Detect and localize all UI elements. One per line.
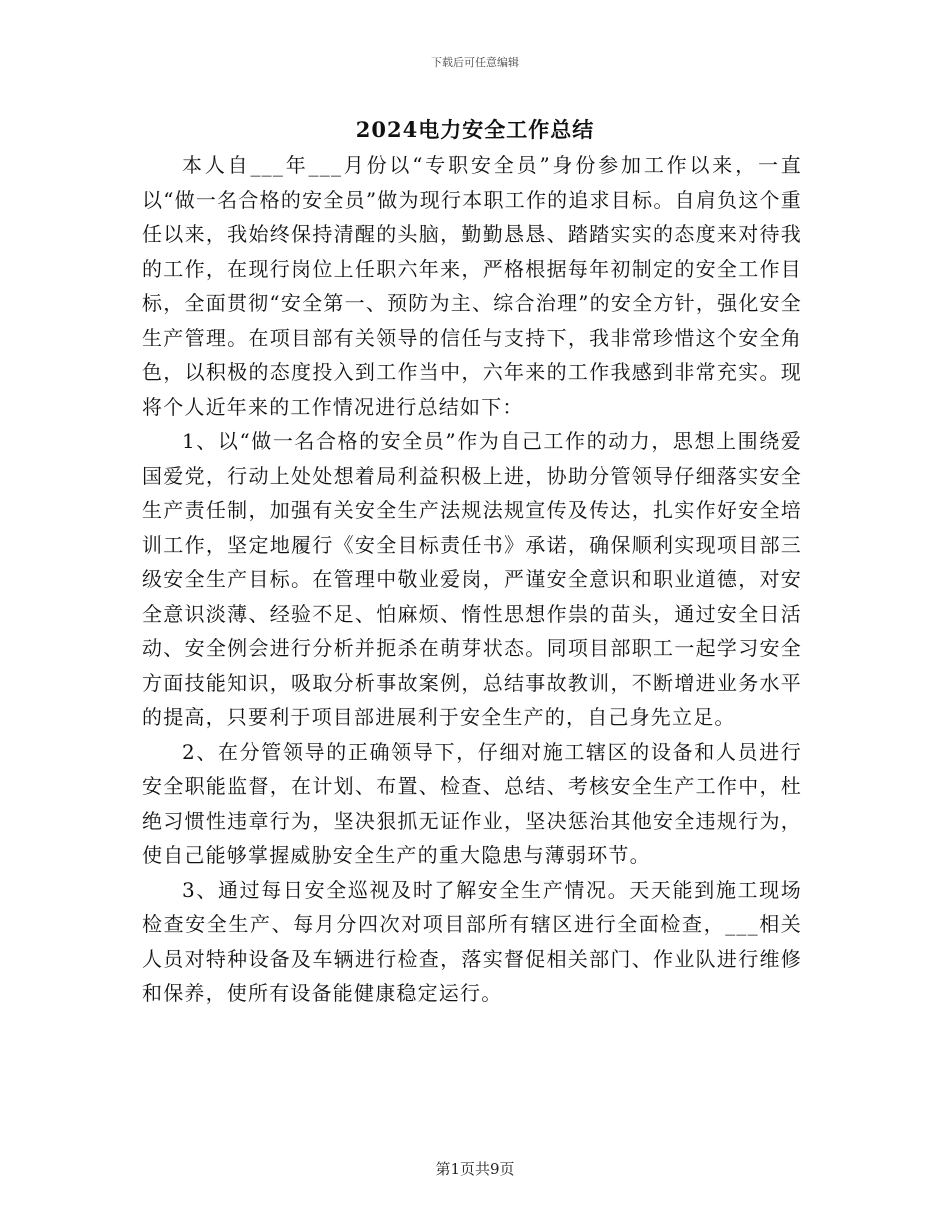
paragraph-3: 3、通过每日安全巡视及时了解安全生产情况。天天能到施工现场检查安全生产、每月分四次对项目部所有辖区进行全面检查，___相关人员对特种设备及车辆进行检查，落实督促相关部门、作业队进行维修和保养，使所有设备能健康稳定运行。 <box>142 877 802 1005</box>
document-body <box>142 148 802 1011</box>
paragraph-intro: 本人自___年___月份以“专职安全员”身份参加工作以来，一直以“做一名合格的安全员”做为现行本职工作的追求目标。自肩负这个重任以来，我始终保持清醒的头脑，勤勤恳恳、踏踏实实的态度来对待我的工作，在现行岗位上任职六年来，严格根据每年初制定的安全工作目标，全面贯彻“安全第一、预防为主、综合治理”的安全方针，强化安全生产管理。在项目部有关领导的信任与支持下，我非常珍惜这个安全角色，以积极的态度投入到工作当中，六年来的工作我感到非常充实。现将个人近年来的工作情况进行总结如下： <box>142 153 802 419</box>
page-footer: 第1页共9页 <box>435 1160 515 1178</box>
paragraph-2: 2、在分管领导的正确领导下，仔细对施工辖区的设备和人员进行安全职能监督，在计划、布置、检查、总结、考核安全生产工作中，杜绝习惯性违章行为，坚决狠抓无证作业，坚决惩治其他安全违规行为，使自己能够掌握威胁安全生产的重大隐患与薄弱环节。 <box>142 739 802 867</box>
paragraph-1: 1、以“做一名合格的安全员”作为自己工作的动力，思想上围绕爱国爱党，行动上处处想着局利益积极上进，协助分管领导仔细落实安全生产责任制，加强有关安全生产法规法规宣传及传达，扎实作好安全培训工作，坚定地履行《安全目标责任书》承诺，确保顺利实现项目部三级安全生产目标。在管理中敬业爱岗，严谨安全意识和职业道德，对安全意识淡薄、经验不足、怕麻烦、惰性思想作祟的苗头，通过安全日活动、安全例会进行分析并扼杀在萌芽状态。同项目部职工一起学习安全方面技能知识，吸取分析事故案例，总结事故教训，不断增进业务水平的提高，只要利于项目部进展利于安全生产的，自己身先立足。 <box>142 429 802 729</box>
header-note: 下载后可任意编辑 <box>431 56 519 69</box>
document-title: 2024电力安全工作总结 <box>355 117 595 142</box>
